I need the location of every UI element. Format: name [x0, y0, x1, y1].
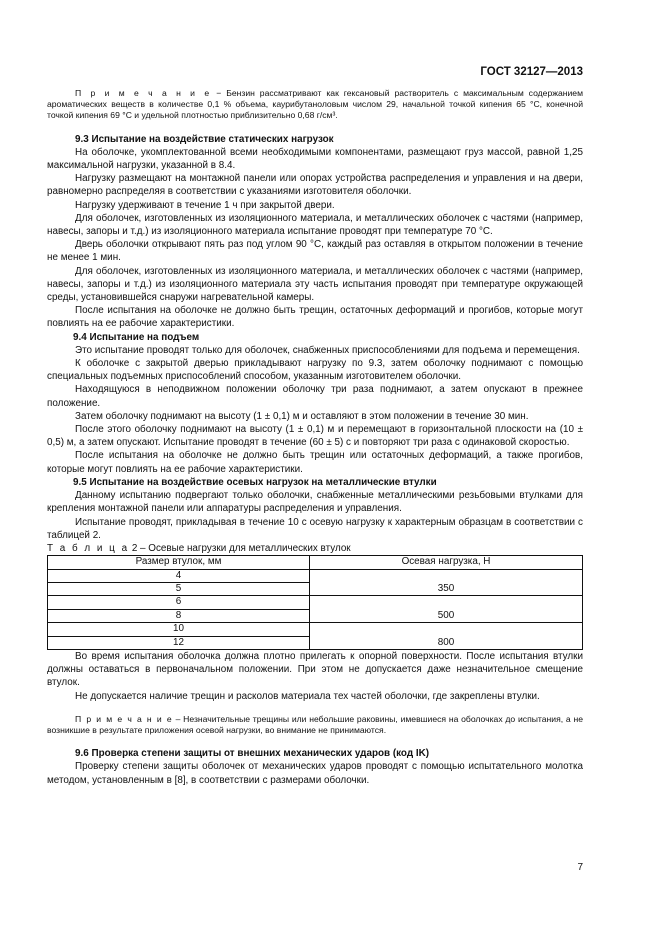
- table-2-caption: [47, 542, 583, 555]
- page-content: [47, 88, 583, 787]
- table-cell-load: 350: [310, 569, 583, 596]
- section-9-3-paragraph-4: Для оболочек, изготовленных из изоляционного материала, и металлических оболочек с частями (например, навесы, запоры и т.д.) из изоляционного материала испытание проводят при температуре 70 °С.: [47, 212, 583, 238]
- section-9-3-paragraph-6: Для оболочек, изготовленных из изоляционного материала, и металлических оболочек с частями (например, навесы, запоры и т.д.) из изоляционного материала эту часть испытания проводят при температуре окружающей среды, установившейся снаружи нагревательной камеры.: [47, 265, 583, 304]
- section-9-4-paragraph-1: Это испытание проводят только для оболочек, снабженных приспособлениями для подъема и перемещения.: [75, 344, 580, 356]
- note-2-text: – Незначительные трещины или небольшие раковины, имевшиеся на оболочках до испытания, а не возникшие в результате приложения осевой нагрузки, во внимание не принимаются.: [47, 713, 583, 735]
- table-cell-size: 8: [48, 609, 310, 622]
- section-9-4-heading: 9.4 Испытание на подъем: [73, 331, 200, 343]
- section-9-4-paragraph-3: Находящуюся в неподвижном положении оболочку три раза поднимают, а затем опускают в прежнее положение.: [47, 384, 583, 409]
- note-1: [47, 88, 583, 122]
- page-number: 7: [577, 862, 583, 873]
- document-code: ГОСТ 32127—2013: [480, 66, 583, 78]
- after-table-paragraph-1: Во время испытания оболочка должна плотно прилегать к опорной поверхности. После испытания втулки должны оставаться в первоначальном положении. При этом не допускается даже незначительное смещение втулок.: [47, 650, 583, 689]
- section-9-3-paragraph-3: Нагрузку удерживают в течение 1 ч при закрытой двери.: [75, 199, 335, 211]
- section-9-3-heading: 9.3 Испытание на воздействие статических нагрузок: [75, 133, 334, 145]
- table-row: [48, 569, 583, 582]
- note-2-lead: П р и м е ч а н и е: [75, 713, 173, 724]
- section-9-6-paragraph-1: Проверку степени защиты оболочек от механических ударов проводят с помощью испытательного молотка методом, установленным в [8], в соответствии с размерами оболочки.: [47, 761, 583, 786]
- table-row: [48, 623, 583, 636]
- column-header-load: Осевая нагрузка, Н: [310, 556, 583, 569]
- table-cell-size: 4: [48, 569, 310, 582]
- section-9-3-paragraph-7: После испытания на оболочке не должно быть трещин, остаточных деформаций и прогибов, которые могут повлиять на ее рабочие характеристики.: [47, 305, 583, 330]
- note-2: [47, 714, 583, 736]
- table-cell-load: 500: [310, 596, 583, 623]
- table-cell-size: 10: [48, 623, 310, 636]
- section-9-3-paragraph-2: Нагрузку размещают на монтажной панели или опорах устройства распределения и управления и на двери, равномерно распределяя в соответствии с указаниями изготовителя оболочки.: [47, 173, 583, 198]
- table-cell-size: 5: [48, 582, 310, 595]
- section-9-4-paragraph-2: К оболочке с закрытой дверью прикладывают нагрузку по 9.3, затем оболочку поднимают с помощью специальных подъемных приспособлений способом, указанным изготовителем оболочки.: [47, 358, 583, 383]
- section-9-4-paragraph-5: После этого оболочку поднимают на высоту (1 ± 0,1) м и перемещают в горизонтальной плоскости на (10 ± 0,5) м, а затем опускают. Испытание проводят в течение (60 ± 5) с и повторяют три раза с одинаковой скоростью.: [47, 424, 583, 449]
- section-9-5-heading: 9.5 Испытание на воздействие осевых нагрузок на металлические втулки: [73, 476, 437, 488]
- table-cell-load: 800: [310, 623, 583, 650]
- section-9-4-paragraph-6: После испытания на оболочке не должно быть трещин или остаточных деформаций, а также прогибов, которые могут повлиять на ее рабочие характеристики.: [47, 450, 583, 475]
- section-9-3-paragraph-1: На оболочке, укомплектованной всеми необходимыми компонентами, размещают груз массой, равной 1,25 максимальной нагрузки, указанной в 8.4.: [47, 146, 583, 172]
- after-table-paragraph-2: Не допускается наличие трещин и расколов материала тех частей оболочки, где закреплены втулки.: [75, 690, 540, 702]
- table-2-caption-lead: Т а б л и ц а: [47, 542, 130, 554]
- table-2-caption-text: 2 – Осевые нагрузки для металлических втулок: [129, 542, 351, 554]
- section-9-3-paragraph-5: Дверь оболочки открывают пять раз под углом 90 °С, каждый раз оставляя в открытом положении в течение не менее 1 мин.: [47, 239, 583, 264]
- table-cell-size: 12: [48, 636, 310, 649]
- column-header-size: Размер втулок, мм: [48, 556, 310, 569]
- table-cell-size: 6: [48, 596, 310, 609]
- section-9-4-paragraph-4: Затем оболочку поднимают на высоту (1 ± 0,1) м и оставляют в этом положении в течение 30 мин.: [75, 410, 529, 422]
- note-1-text: − Бензин рассматривают как гексановый растворитель с максимальным содержанием ароматических веществ в количестве 0,1 % объема, каурибутаноловым числом 29, начальной точкой кипения 65 °С, конечной точкой кипения 69 °С и удельной плотностью приблизительно 0,68 г/см³.: [47, 88, 583, 121]
- section-9-6-heading: 9.6 Проверка степени защиты от внешних механических ударов (код IK): [75, 748, 429, 760]
- table-2: [47, 555, 583, 650]
- section-9-5-paragraph-1: Данному испытанию подвергают только оболочки, снабженные металлическими резьбовыми втулками для крепления монтажной панели или аппаратуры распределения и управления.: [47, 490, 583, 515]
- table-row: [48, 596, 583, 609]
- note-1-lead: П р и м е ч а н и е: [75, 88, 212, 98]
- table-header-row: [48, 556, 583, 569]
- section-9-5-paragraph-2: Испытание проводят, прикладывая в течение 10 с осевую нагрузку к характерным образцам в соответствии с таблицей 2.: [47, 516, 583, 541]
